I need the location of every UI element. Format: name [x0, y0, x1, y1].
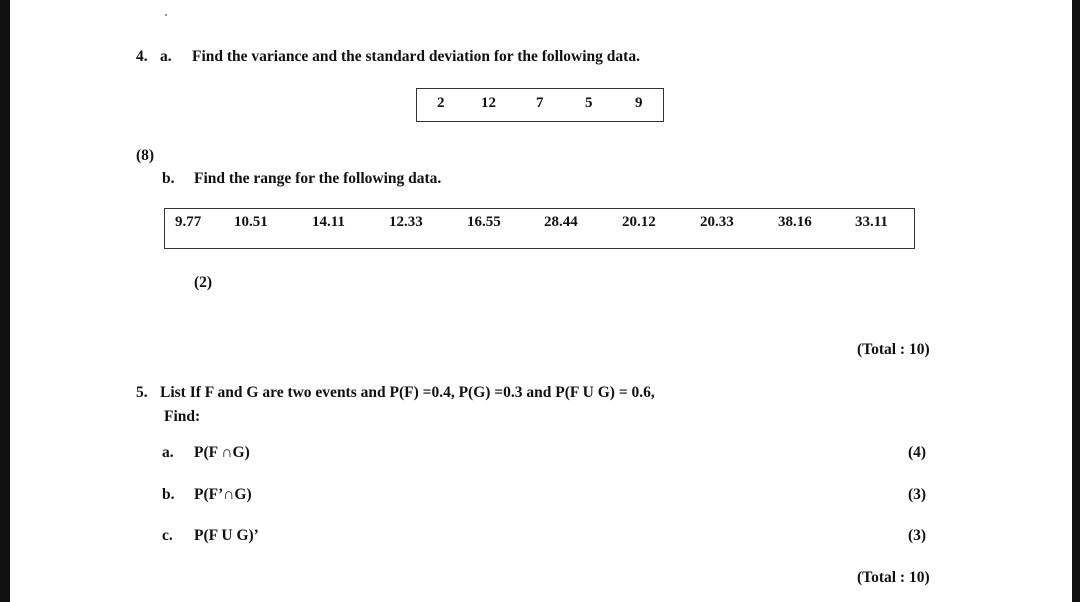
q5-total: (Total : 10)	[857, 569, 930, 586]
q4b-text: Find the range for the following data.	[194, 170, 442, 187]
q4b-value: 20.12	[622, 214, 656, 230]
q4b-value: 33.11	[855, 214, 888, 230]
q5b-letter: b.	[162, 486, 175, 503]
q5-line1: List If F and G are two events and P(F) =0.4, P(G) =0.3 and P(F U G) = 0.6,	[160, 384, 655, 401]
q4b-letter: b.	[162, 170, 175, 187]
q5c-letter: c.	[162, 527, 173, 544]
q4a-value: 5	[585, 95, 593, 111]
q4a-letter: a.	[160, 48, 172, 65]
q4a-value: 2	[437, 95, 445, 111]
q4b-value: 20.33	[700, 214, 734, 230]
q5a-text: P(F ∩G)	[194, 444, 250, 461]
q4b-value: 12.33	[389, 214, 423, 230]
q5-line2: Find:	[164, 408, 201, 425]
q4a-data-table	[416, 88, 664, 122]
q4b-value: 16.55	[467, 214, 501, 230]
q4b-value: 28.44	[544, 214, 578, 230]
q4-number: 4.	[136, 48, 148, 65]
q5b-text: P(F’∩G)	[194, 486, 252, 503]
q4b-data-table	[164, 208, 915, 249]
q4b-value: 9.77	[175, 214, 202, 230]
q4a-value: 12	[481, 95, 496, 111]
q5a-letter: a.	[162, 444, 174, 461]
q5c-text: P(F U G)’	[194, 527, 259, 544]
q4b-value: 10.51	[234, 214, 268, 230]
q4-total: (Total : 10)	[857, 341, 930, 358]
q5a-marks: (4)	[908, 444, 927, 461]
q4a-marks: (8)	[136, 147, 155, 164]
q5b-marks: (3)	[908, 486, 927, 503]
q4b-value: 38.16	[778, 214, 812, 230]
q4a-value: 9	[635, 95, 643, 111]
exam-page	[10, 0, 1072, 602]
q4a-value: 7	[536, 95, 544, 111]
q5-number: 5.	[136, 384, 148, 401]
q4a-text: Find the variance and the standard deviation for the following data.	[192, 48, 640, 65]
q5c-marks: (3)	[908, 527, 927, 544]
q4b-marks: (2)	[194, 274, 213, 291]
speck	[165, 14, 167, 16]
q4b-value: 14.11	[312, 214, 345, 230]
